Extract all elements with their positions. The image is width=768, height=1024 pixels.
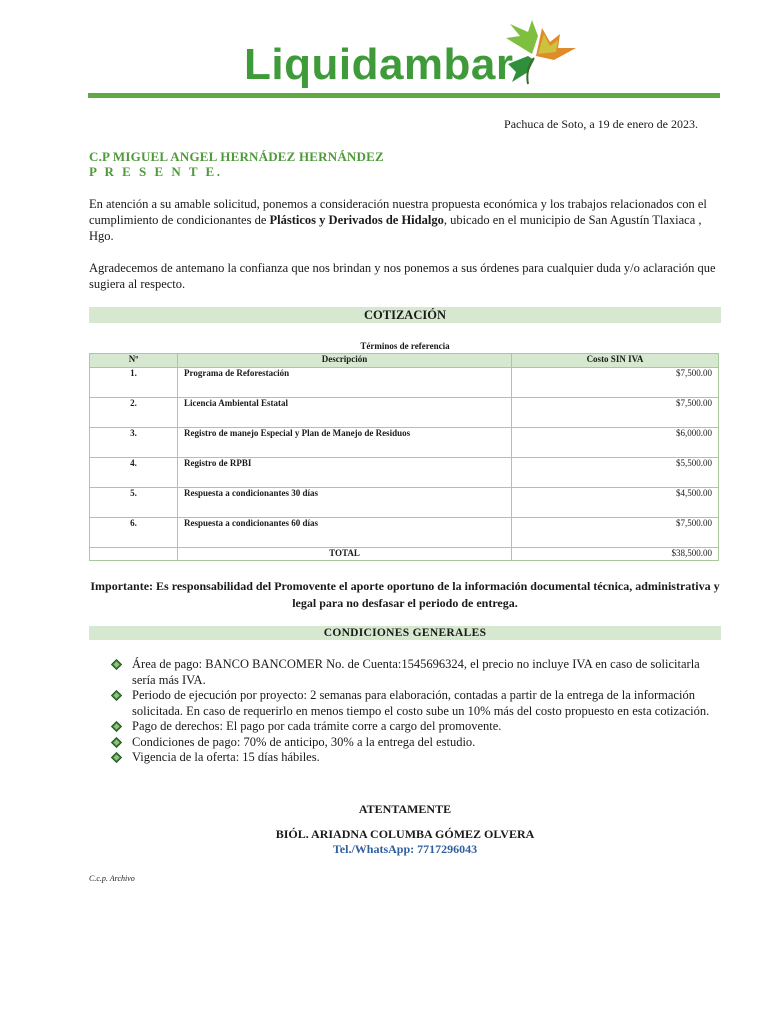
- intro-text-before: En atención a su amable solicitud, ponemos a consideración nuestra propuesta económica y los trabajos relacionados con el cumplimiento de condicionantes de: [89, 197, 707, 227]
- table-header-row: [90, 354, 719, 368]
- row-num: 1.: [90, 368, 178, 398]
- total-label: TOTAL: [178, 548, 512, 561]
- row-num: 2.: [90, 398, 178, 428]
- diamond-bullet-icon: [111, 721, 122, 732]
- row-desc: Registro de RPBI: [178, 458, 512, 488]
- total-empty-cell: [90, 548, 178, 561]
- diamond-bullet-icon: [111, 659, 122, 670]
- brand-name: Liquidambar: [244, 40, 514, 89]
- diamond-bullet-icon: [111, 737, 122, 748]
- header-divider: [88, 93, 720, 98]
- quote-title: COTIZACIÓN: [89, 307, 721, 323]
- signer-name: BIÓL. ARIADNA COLUMBA GÓMEZ OLVERA: [275, 827, 535, 841]
- diamond-bullet-icon: [111, 752, 122, 763]
- header-num: Nº: [90, 354, 178, 368]
- table-caption: Términos de referencia: [360, 341, 450, 351]
- important-note: Importante: Es responsabilidad del Promovente el aporte oportuno de la información documental técnica, administrativa y legal para no desfasar el periodo de entrega.: [90, 579, 720, 610]
- letterhead: [0, 14, 768, 94]
- row-desc: Respuesta a condicionantes 60 días: [178, 518, 512, 548]
- row-desc: Registro de manejo Especial y Plan de Manejo de Residuos: [178, 428, 512, 458]
- condition-text: Área de pago: BANCO BANCOMER No. de Cuenta:1545696324, el precio no incluye IVA en caso de solicitarla sería más IVA.: [132, 657, 700, 687]
- table-row: [90, 458, 719, 488]
- total-value: $38,500.00: [512, 548, 719, 561]
- list-item: [111, 735, 716, 751]
- row-num: 5.: [90, 488, 178, 518]
- header-desc: Descripción: [178, 354, 512, 368]
- table-row: [90, 488, 719, 518]
- diamond-bullet-icon: [111, 690, 122, 701]
- intro-text-after: , ubicado en el municipio de San Agustín Tlaxiaca , Hgo.: [89, 213, 702, 243]
- recipient-block: [89, 149, 384, 179]
- list-item: [111, 657, 716, 688]
- signer-phone: Tel./WhatsApp: 7717296043: [332, 842, 478, 856]
- row-cost: $7,500.00: [512, 398, 719, 428]
- row-desc: Licencia Ambiental Estatal: [178, 398, 512, 428]
- row-cost: $4,500.00: [512, 488, 719, 518]
- header-cost: Costo SIN IVA: [512, 354, 719, 368]
- condition-text: Condiciones de pago: 70% de anticipo, 30% a la entrega del estudio.: [132, 734, 476, 749]
- table-row: [90, 368, 719, 398]
- condition-text: Periodo de ejecución por proyecto: 2 semanas para elaboración, contadas a partir de la entrega de la información solicitada. En caso de requerirlo en menos tiempo el costo sube un 10% más del costo propuesto en esta cotización.: [132, 688, 710, 718]
- table-row: [90, 428, 719, 458]
- row-num: 6.: [90, 518, 178, 548]
- closing-farewell: ATENTAMENTE: [358, 802, 452, 816]
- list-item: [111, 750, 716, 766]
- row-num: 4.: [90, 458, 178, 488]
- table-total-row: [90, 548, 719, 561]
- row-cost: $5,500.00: [512, 458, 719, 488]
- row-desc: Programa de Reforestación: [178, 368, 512, 398]
- table-row: [90, 398, 719, 428]
- intro-paragraph: [89, 196, 721, 244]
- row-cost: $7,500.00: [512, 368, 719, 398]
- list-item: [111, 688, 716, 719]
- condition-text: Pago de derechos: El pago por cada trámite corre a cargo del promovente.: [132, 719, 502, 733]
- row-desc: Respuesta a condicionantes 30 días: [178, 488, 512, 518]
- intro-company-name: Plásticos y Derivados de Hidalgo: [269, 213, 444, 227]
- conditions-title: CONDICIONES GENERALES: [89, 626, 721, 640]
- row-num: 3.: [90, 428, 178, 458]
- conditions-list: [111, 657, 716, 766]
- row-cost: $7,500.00: [512, 518, 719, 548]
- table-row: [90, 518, 719, 548]
- list-item: [111, 719, 716, 735]
- quote-table: [89, 353, 719, 561]
- date-line: Pachuca de Soto, a 19 de enero de 2023.: [504, 117, 698, 131]
- recipient-name: C.P MIGUEL ANGEL HERNÁDEZ HERNÁNDEZ: [89, 149, 384, 164]
- ccp-note: C.c.p. Archivo: [89, 874, 135, 883]
- condition-text: Vigencia de la oferta: 15 días hábiles.: [132, 750, 320, 764]
- recipient-salutation: P R E S E N T E.: [89, 164, 223, 179]
- thanks-paragraph: Agradecemos de antemano la confianza que nos brindan y nos ponemos a sus órdenes para cualquier duda y/o aclaración que sugiera al respecto.: [89, 261, 716, 291]
- row-cost: $6,000.00: [512, 428, 719, 458]
- liquidambar-leaf-icon: [498, 20, 578, 86]
